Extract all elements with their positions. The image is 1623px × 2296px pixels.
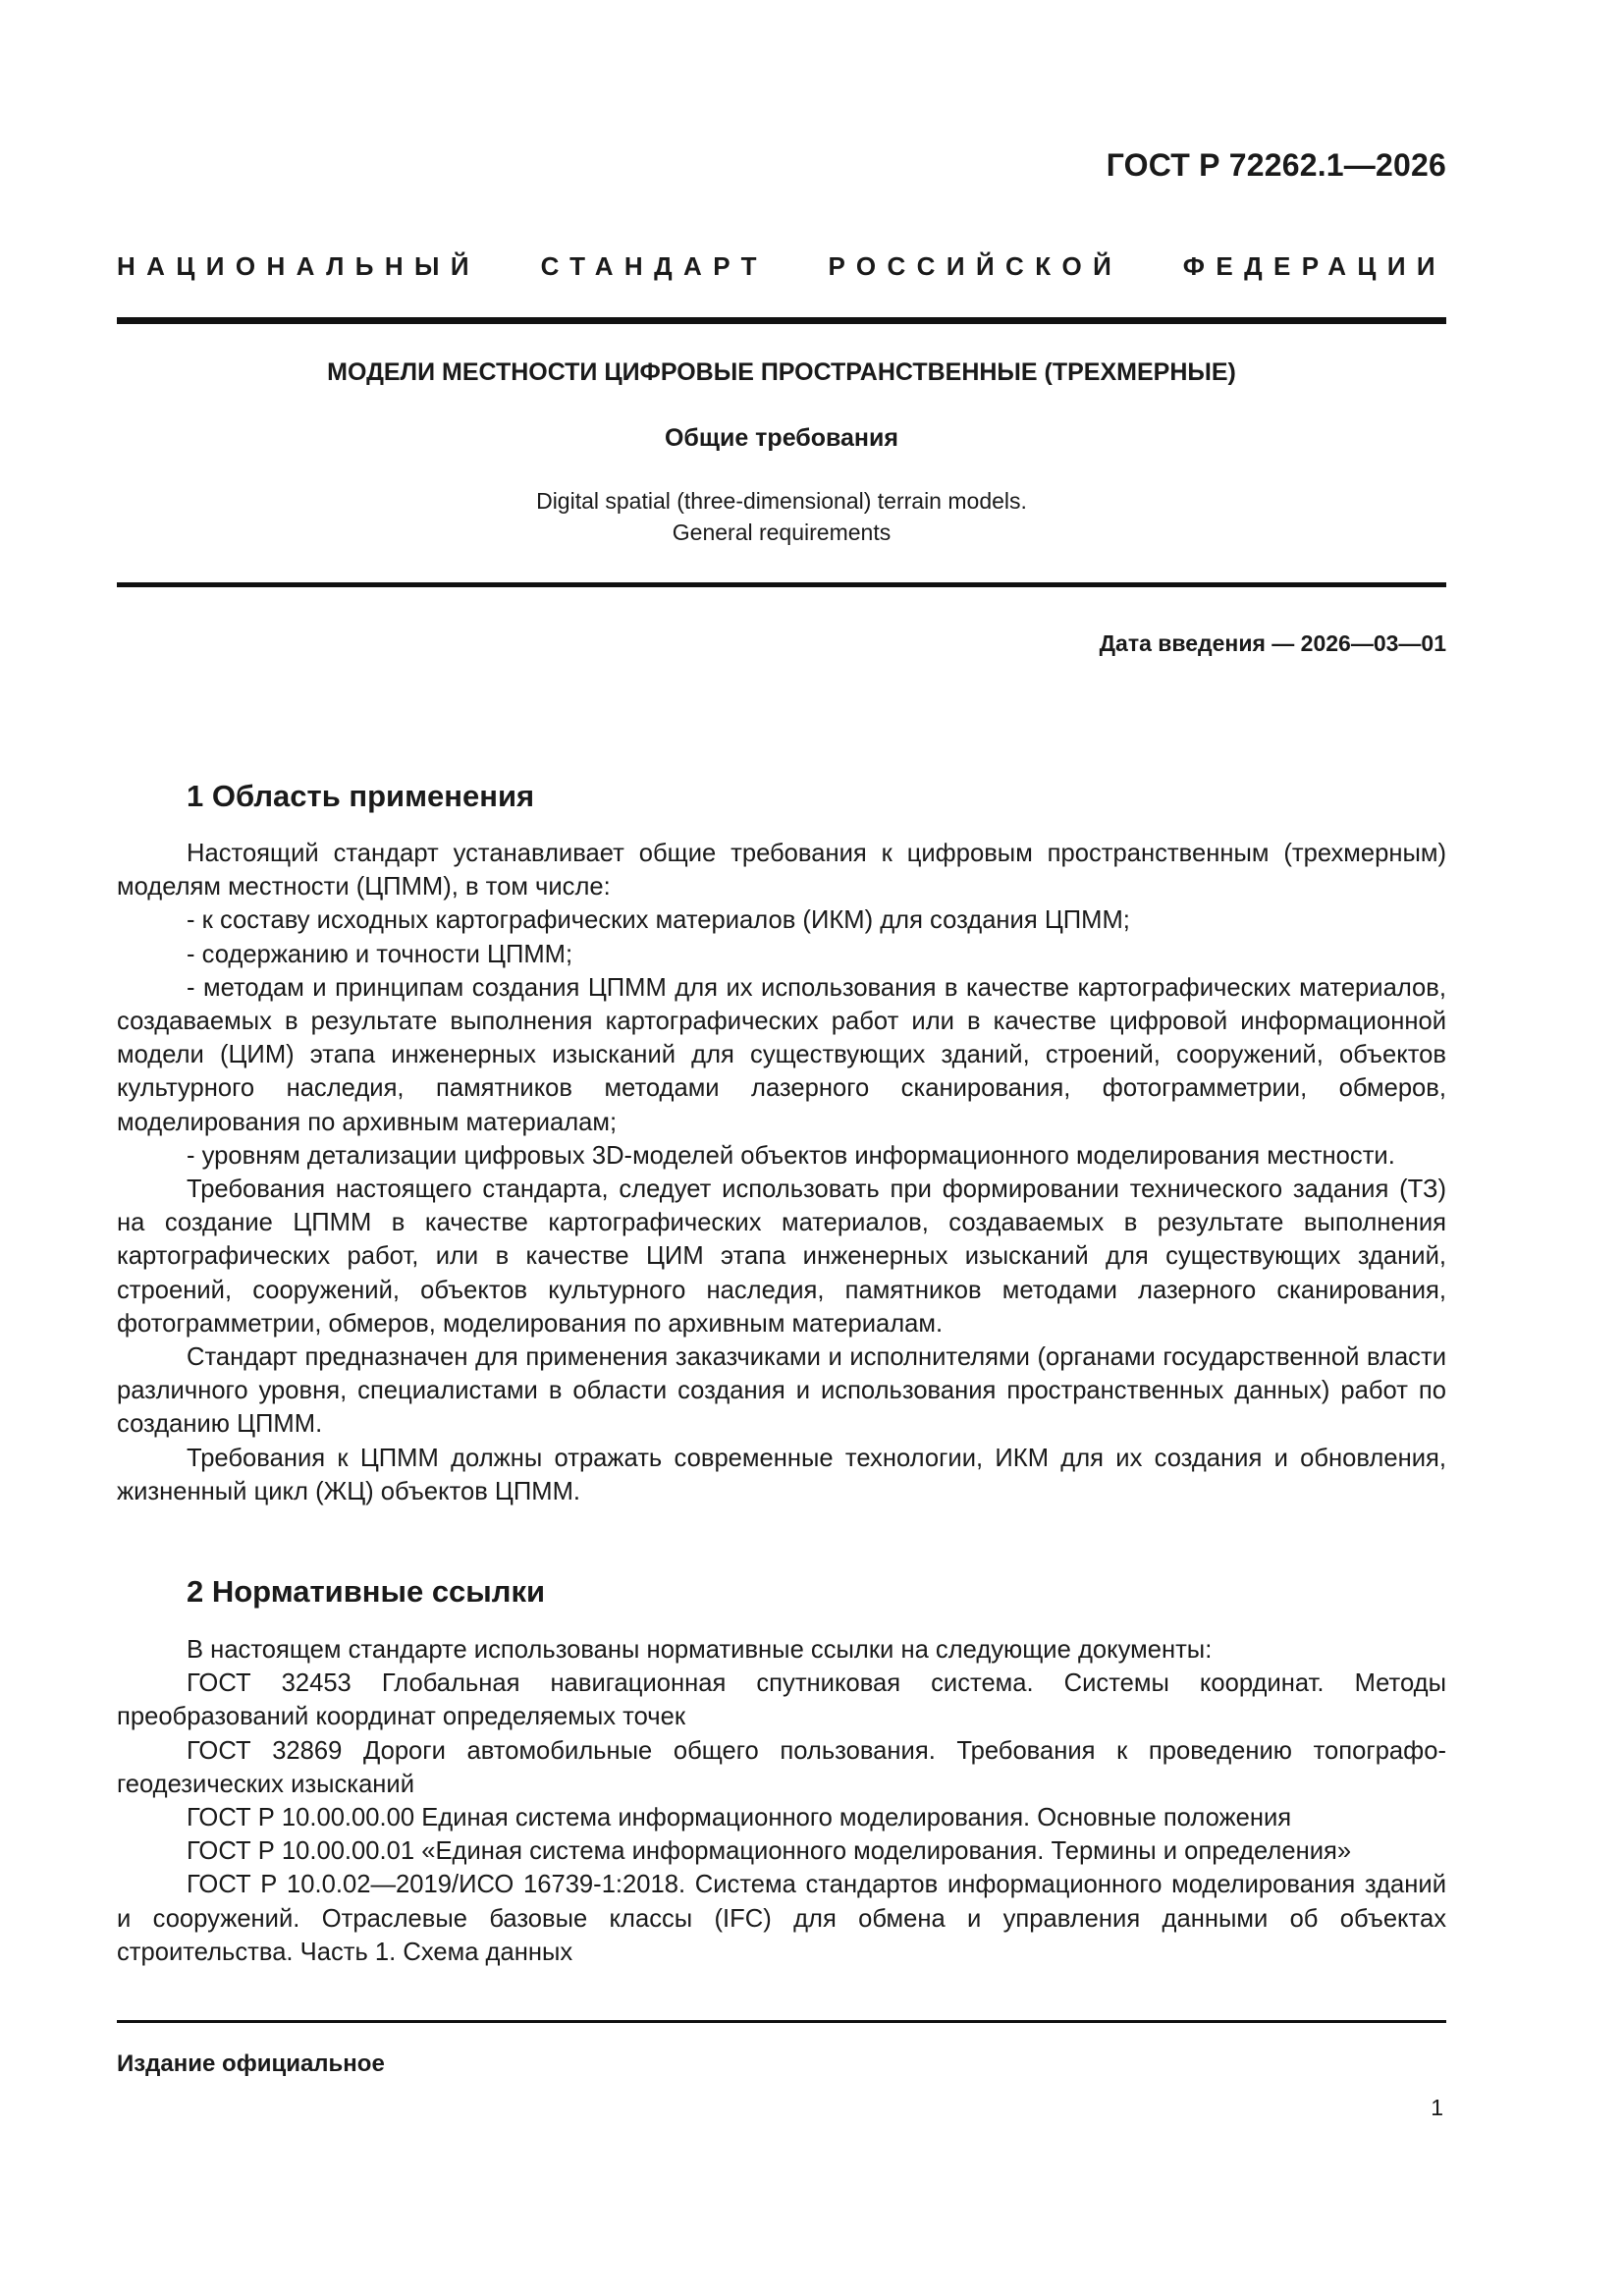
section-2-intro: В настоящем стандарте использованы нормативные ссылки на следующие документы: [187, 1636, 1213, 1664]
document-number: ГОСТ Р 72262.1—2026 [1106, 147, 1446, 183]
english-title [117, 485, 1446, 548]
official-edition-label: Издание официальное [117, 2050, 385, 2077]
footer-rule [117, 2020, 1446, 2023]
national-standard-banner: НАЦИОНАЛЬНЫЙ СТАНДАРТ РОССИЙСКОЙ ФЕДЕРАЦИИ [117, 251, 1446, 281]
normative-reference: ГОСТ Р 10.00.00.00 Единая система информационного моделирования. Основные положения [187, 1804, 1292, 1832]
normative-reference: ГОСТ Р 10.00.00.01 «Единая система информационного моделирования. Термины и определения» [187, 1837, 1352, 1866]
top-rule [117, 317, 1446, 324]
normative-reference: ГОСТ Р 10.0.02—2019/ИСО 16739-1:2018. Система стандартов информационного моделирования зданий и сооружений. Отраслевые базовые классы (IFC) для обмена и управления данными об объектах строительства. Часть 1. Схема данных [117, 1871, 1446, 1966]
section-1-body [117, 837, 1446, 1508]
introduction-date: Дата введения — 2026—03—01 [1099, 630, 1446, 656]
scope-list-item: - к составу исходных картографических материалов (ИКМ) для создания ЦПММ; [187, 906, 1130, 935]
english-title-line-1: Digital spatial (three-dimensional) terrain models. [536, 488, 1027, 514]
section-2-heading: 2 Нормативные ссылки [187, 1574, 546, 1609]
scope-list-item: - уровням детализации цифровых 3D-моделей объектов информационного моделирования местности. [187, 1141, 1395, 1170]
section-1-paragraph: Требования к ЦПММ должны отражать современные технологии, ИКМ для их создания и обновления, жизненный цикл (ЖЦ) объектов ЦПММ. [117, 1444, 1446, 1505]
scope-list-item: - методам и принципам создания ЦПММ для их использования в качестве картографических материалов, создаваемых в результате выполнения картографических работ или в качестве цифровой информационной модели (ЦИМ) этапа инженерных изысканий для существующих зданий, строений, сооружений, объектов культурного наследия, памятников методами лазерного сканирования, фотограмметрии, обмеров, моделирования по архивным материалам; [117, 973, 1446, 1136]
title-bottom-rule [117, 582, 1446, 587]
document-subtitle: Общие требования [664, 424, 898, 452]
normative-reference: ГОСТ 32453 Глобальная навигационная спутниковая система. Системы координат. Методы преобразований координат определяемых точек [117, 1669, 1446, 1731]
document-title: МОДЕЛИ МЕСТНОСТИ ЦИФРОВЫЕ ПРОСТРАНСТВЕННЫЕ (ТРЕХМЕРНЫЕ) [327, 358, 1236, 386]
section-1-paragraph: Стандарт предназначен для применения заказчиками и исполнителями (органами государственной власти различного уровня, специалистами в области создания и использования пространственных данных) работ по созданию ЦПММ. [117, 1343, 1446, 1439]
section-2-body [117, 1633, 1446, 1969]
section-1-heading: 1 Область применения [187, 779, 535, 813]
scope-list-item: - содержанию и точности ЦПММ; [187, 940, 573, 968]
normative-reference: ГОСТ 32869 Дороги автомобильные общего пользования. Требования к проведению топографо-геодезических изысканий [117, 1736, 1446, 1798]
section-1-paragraph: Настоящий стандарт устанавливает общие требования к цифровым пространственным (трехмерным) моделям местности (ЦПММ), в том числе: [117, 840, 1446, 902]
english-title-line-2: General requirements [672, 519, 892, 545]
page-number: 1 [1431, 2095, 1443, 2120]
section-1-paragraph: Требования настоящего стандарта, следует использовать при формировании технического задания (ТЗ) на создание ЦПММ в качестве картографических материалов, создаваемых в результате выполнения картографических работ, или в качестве ЦИМ этапа инженерных изысканий для существующих зданий, строений, сооружений, объектов культурного наследия, памятников методами лазерного сканирования, фотограмметрии, обмеров, моделирования по архивным материалам. [117, 1175, 1446, 1338]
